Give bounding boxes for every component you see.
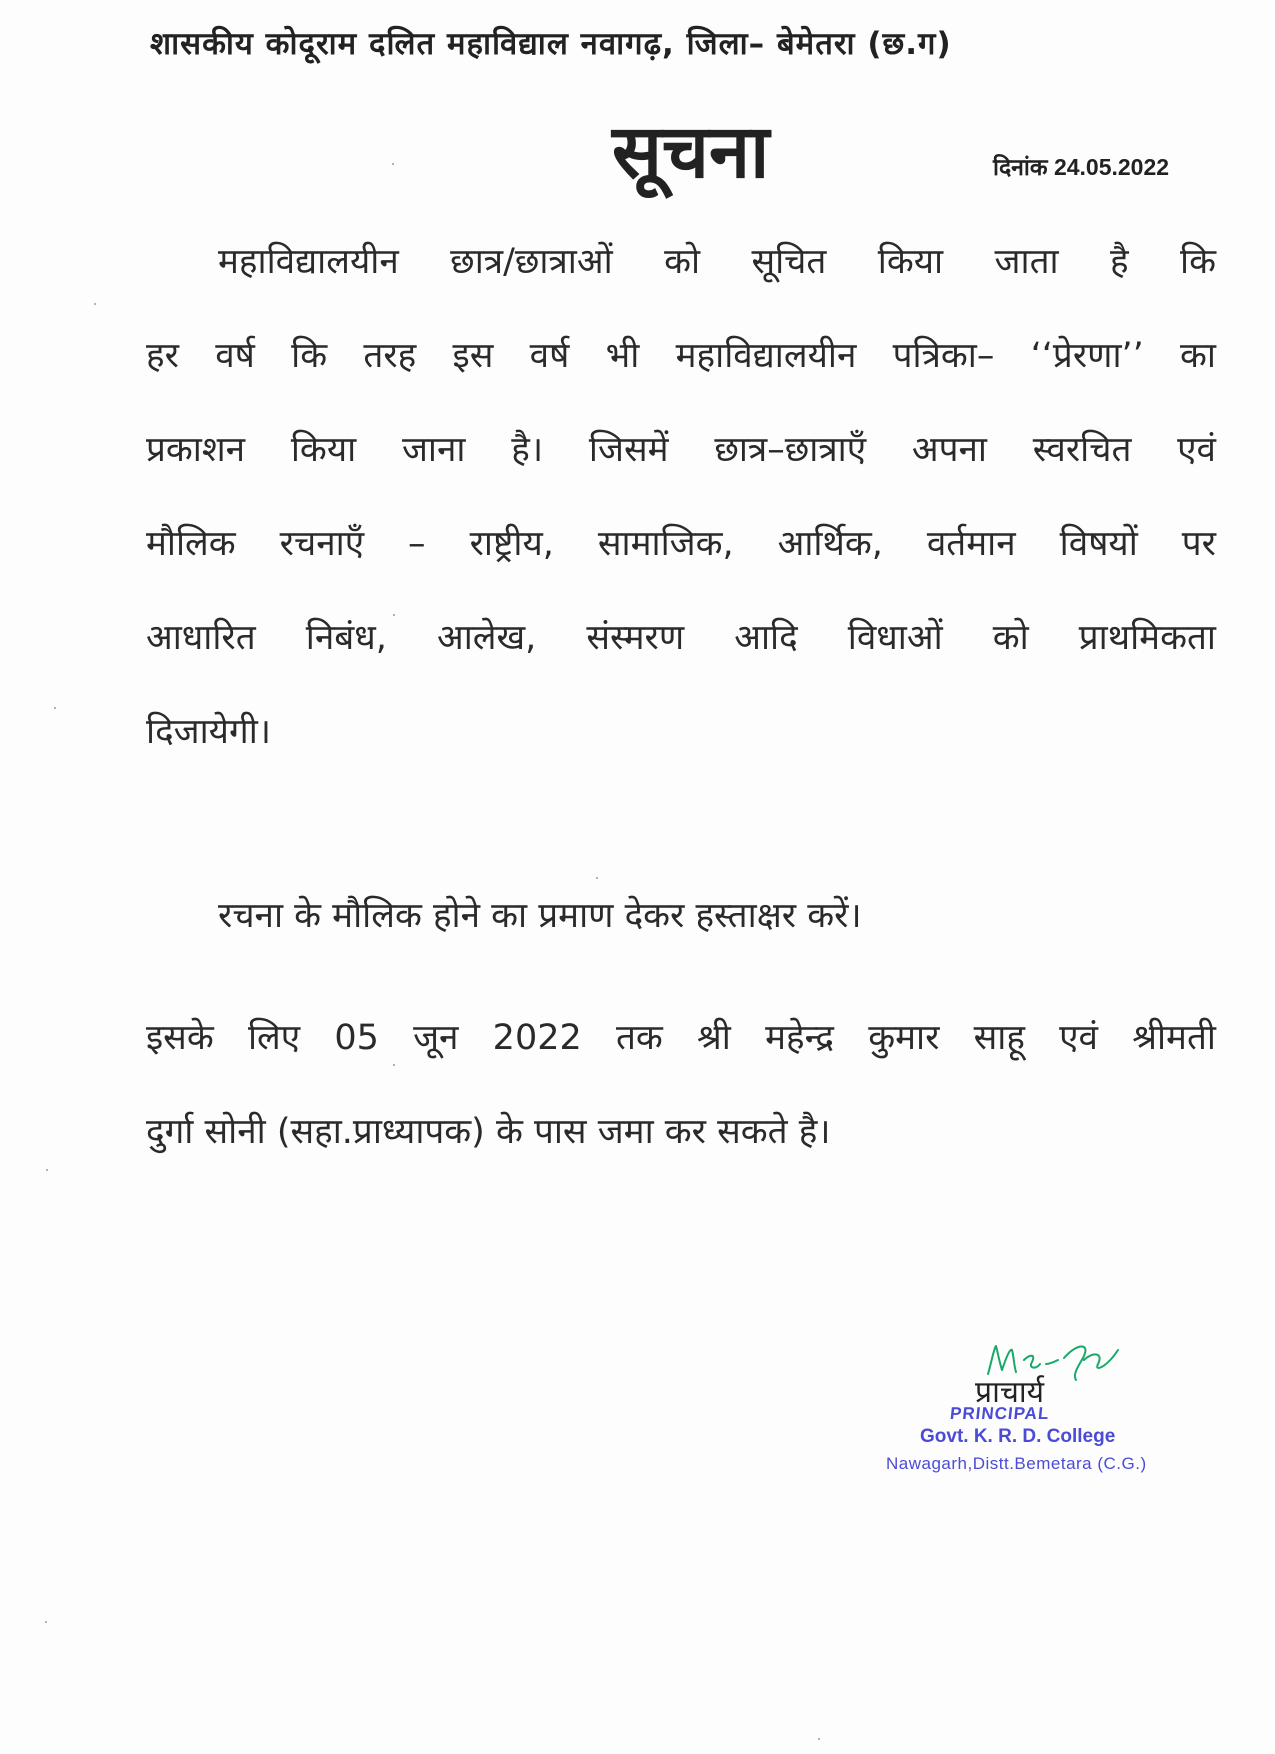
paragraph-1-line: प्रकाशन किया जाना है। जिसमें छात्र–छात्राएँ अपना स्वरचित एवं <box>146 430 1216 470</box>
paragraph-1-line: मौलिक रचनाएँ – राष्ट्रीय, सामाजिक, आर्थिक, वर्तमान विषयों पर <box>146 524 1216 564</box>
institution-header: शासकीय कोदूराम दलित महाविद्याल नवागढ़, जिला– बेमेतरा (छ.ग) <box>150 26 952 62</box>
notice-paragraph-2 <box>218 886 1216 980</box>
notice-date: दिनांक 24.05.2022 <box>993 154 1170 180</box>
signatory-designation: प्राचार्य <box>975 1375 1045 1410</box>
signature-block <box>880 1330 1210 1490</box>
notice-title: सूचना <box>612 109 770 195</box>
official-stamp <box>880 1404 1210 1474</box>
scan-speck <box>46 1169 48 1171</box>
scan-speck <box>94 303 96 305</box>
paragraph-1-line: महाविद्यालयीन छात्र/छात्राओं को सूचित किया जाता है कि <box>218 242 1216 282</box>
stamp-line-address: Nawagarh,Distt.Bemetara (C.G.) <box>886 1454 1147 1473</box>
paragraph-3-line: दुर्गा सोनी (सहा.प्राध्यापक) के पास जमा कर सकते है। <box>146 1112 831 1152</box>
paragraph-1-line: दिजायेगी। <box>146 712 272 752</box>
notice-paragraph-3 <box>146 1008 1216 1196</box>
stamp-line-principal: PRINCIPAL <box>949 1404 1051 1423</box>
scan-speck <box>596 877 598 879</box>
scan-speck <box>45 1621 47 1623</box>
stamp-line-college: Govt. K. R. D. College <box>920 1426 1116 1447</box>
paragraph-3-line: इसके लिए 05 जून 2022 तक श्री महेन्द्र कुमार साहू एवं श्रीमती <box>146 1018 1216 1058</box>
scan-speck <box>818 1738 820 1740</box>
paragraph-1-line: हर वर्ष कि तरह इस वर्ष भी महाविद्यालयीन पत्रिका– ‘‘प्रेरणा’’ का <box>146 336 1216 376</box>
paragraph-2-line: रचना के मौलिक होने का प्रमाण देकर हस्ताक्षर करें। <box>218 896 862 936</box>
notice-paragraph-1 <box>146 232 1216 796</box>
scan-speck <box>54 707 56 709</box>
scan-speck <box>392 163 394 165</box>
paragraph-1-line: आधारित निबंध, आलेख, संस्मरण आदि विधाओं को प्राथमिकता <box>146 618 1216 658</box>
